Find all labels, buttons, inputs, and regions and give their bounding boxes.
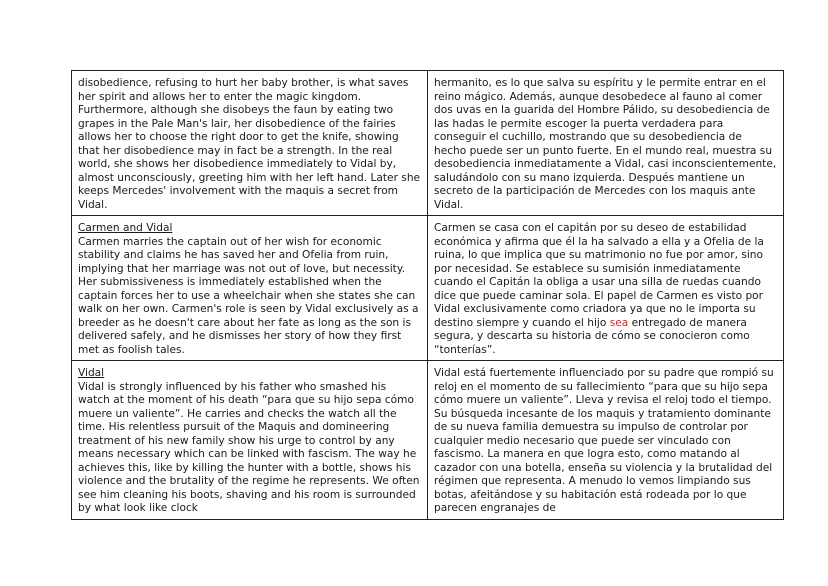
- english-cell: [72, 216, 428, 361]
- english-cell: [72, 71, 428, 216]
- english-cell: [72, 361, 428, 520]
- spanish-paragraph: Vidal está fuertemente influenciado por su padre que rompió su reloj en el momento de su fallecimiento “para que su hijo sepa cómo muere un valiente”. Lleva y revisa el reloj todo el tiempo. Su búsqueda incesante de los maquis y tratamiento dominante de su nueva familia demuestra su impulso de controlar por cualquier medio necesario que puede ser vinculado con fascismo. La manera en que logra esto, como matando al cazador con una botella, enseña su violencia y la brutalidad del régimen que representa. A menudo lo vemos limpiando sus botas, afeitándose y su habitación está rodeada por lo que parecen engranajes de: [434, 367, 774, 514]
- english-paragraph: Carmen marries the captain out of her wish for economic stability and claims he has saved her and Ofelia from ruin, implying that her marriage was not out of love, but necessity. Her submissiveness is immediately established when the captain forces her to use a wheelchair when she states she can walk on her own. Carmen's role is seen by Vidal exclusively as a breeder as he doesn't care about her fate as long as the son is delivered safely, and he dismisses her story of how they first met as foolish tales.: [78, 235, 419, 356]
- spanish-cell: [428, 361, 784, 520]
- translation-table: [71, 70, 784, 520]
- table-row: [72, 216, 784, 361]
- highlighted-word: sea: [609, 316, 629, 329]
- section-heading-carmen-and-vidal: Carmen and Vidal: [78, 222, 173, 234]
- english-paragraph: Vidal is strongly influenced by his father who smashed his watch at the moment of his death “para que su hijo sepa cómo muere un valiente”. He carries and checks the watch all the time. His relentless pursuit of the Maquis and domineering treatment of his new family show his urge to control by any means necessary which can be linked with fascism. The way he achieves this, like by killing the hunter with a bottle, shows his violence and the brutality of the regime he represents. We often see him cleaning his boots, shaving and his room is surrounded by what look like clock: [78, 380, 420, 514]
- spanish-paragraph-start: Carmen se casa con el capitán por su deseo de estabilidad económica y afirma que él la ha salvado a ella y a Ofelia de la ruina, lo que implica que su matrimonio no fue por amor, sino por necesidad. Se establece su sumisión inmediatamente cuando el Capitán la obliga a usar una silla de ruedas cuando dice que puede caminar sola. El papel de Carmen es visto por Vidal exclusivamente como criadora ya que no le importa su destino siempre y cuando el hijo: [434, 222, 764, 329]
- spanish-cell: [428, 216, 784, 361]
- table-row: [72, 71, 784, 216]
- spanish-paragraph: hermanito, es lo que salva su espíritu y le permite entrar en el reino mágico. Además, aunque desobedece al fauno al comer dos uvas en la guarida del Hombre Pálido, su desobediencia de las hadas le permite escoger la puerta verdadera para conseguir el cuchillo, mostrando que su desobediencia de hecho puede ser un punto fuerte. En el mundo real, muestra su desobediencia inmediatamente a Vidal, casi inconscientemente, saludándolo con su mano izquierda. Después mantiene un secreto de la participación de Mercedes con los maquis ante Vidal.: [434, 77, 777, 211]
- table-row: [72, 361, 784, 520]
- spanish-cell: [428, 71, 784, 216]
- spanish-paragraph-end: entregado de manera segura, y descarta su historia de cómo se conocieron como “tonterías”.: [434, 316, 750, 356]
- section-heading-vidal: Vidal: [78, 367, 105, 379]
- english-paragraph: disobedience, refusing to hurt her baby brother, is what saves her spirit and allows her to enter the magic kingdom. Furthermore, although she disobeys the faun by eating two grapes in the Pale Man's lair, her disobedience of the fairies allows her to choose the right door to get the knife, showing that her disobedience may in fact be a strength. In the real world, she shows her disobedience immediately to Vidal by, almost unconsciously, greeting him with her left hand. Later she keeps Mercedes' involvement with the maquis a secret from Vidal.: [78, 77, 421, 211]
